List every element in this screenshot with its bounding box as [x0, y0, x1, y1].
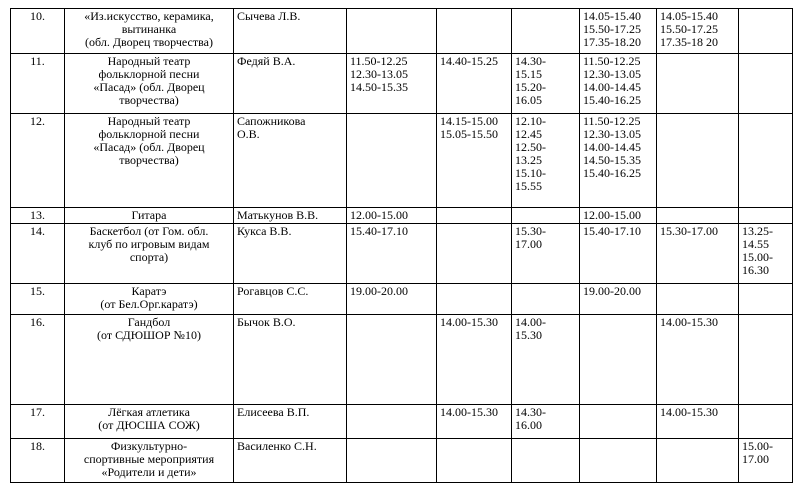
time-cell [512, 208, 580, 224]
time-cell [657, 54, 739, 114]
time-cell: 12.00-15.00 [347, 208, 437, 224]
time-cell [739, 208, 793, 224]
time-cell: 15.30-17.00 [657, 224, 739, 284]
table-row [11, 405, 793, 439]
time-cell [580, 315, 657, 405]
teacher-name: Бычок В.О. [234, 315, 347, 405]
time-cell [739, 54, 793, 114]
time-cell [347, 439, 437, 483]
activity-name: Лёгкая атлетика (от ДЮСША СОЖ) [65, 405, 234, 439]
time-cell: 13.25- 14.55 15.00- 16.30 [739, 224, 793, 284]
table-row [11, 114, 793, 208]
time-cell: 14.00- 15.30 [512, 315, 580, 405]
time-cell [437, 284, 512, 315]
time-cell: 19.00-20.00 [347, 284, 437, 315]
activity-name: Физкультурно- спортивные мероприятия «Родители и дети» [65, 439, 234, 483]
time-cell: 14.30- 16.00 [512, 405, 580, 439]
row-number: 12. [11, 114, 65, 208]
teacher-name: Кукса В.В. [234, 224, 347, 284]
time-cell: 14.05-15.40 15.50-17.25 17.35-18.20 [580, 9, 657, 54]
time-cell: 14.15-15.00 15.05-15.50 [437, 114, 512, 208]
time-cell: 14.40-15.25 [437, 54, 512, 114]
time-cell: 15.00- 17.00 [739, 439, 793, 483]
activity-name: Гитара [65, 208, 234, 224]
schedule-table [10, 8, 793, 483]
teacher-name: Сапожникова О.В. [234, 114, 347, 208]
teacher-name: Василенко С.Н. [234, 439, 347, 483]
activity-name: Народный театр фольклорной песни «Пасад» (обл. Дворец творчества) [65, 114, 234, 208]
time-cell [657, 114, 739, 208]
time-cell [512, 284, 580, 315]
time-cell: 12.10- 12.45 12.50- 13.25 15.10- 15.55 [512, 114, 580, 208]
table-row [11, 54, 793, 114]
row-number: 10. [11, 9, 65, 54]
time-cell [437, 208, 512, 224]
time-cell: 14.00-15.30 [657, 405, 739, 439]
time-cell [580, 439, 657, 483]
time-cell [580, 405, 657, 439]
time-cell [347, 315, 437, 405]
row-number: 13. [11, 208, 65, 224]
time-cell: 19.00-20.00 [580, 284, 657, 315]
time-cell: 11.50-12.25 12.30-13.05 14.50-15.35 [347, 54, 437, 114]
time-cell: 14.05-15.40 15.50-17.25 17.35-18 20 [657, 9, 739, 54]
time-cell [739, 114, 793, 208]
time-cell: 15.30- 17.00 [512, 224, 580, 284]
time-cell [437, 9, 512, 54]
time-cell [437, 224, 512, 284]
time-cell: 14.00-15.30 [437, 315, 512, 405]
activity-name: Баскетбол (от Гом. обл. клуб по игровым видам спорта) [65, 224, 234, 284]
teacher-name: Матькунов В.В. [234, 208, 347, 224]
time-cell [739, 9, 793, 54]
time-cell: 12.00-15.00 [580, 208, 657, 224]
teacher-name: Федяй В.А. [234, 54, 347, 114]
table-row [11, 315, 793, 405]
time-cell [739, 284, 793, 315]
time-cell [657, 284, 739, 315]
time-cell [739, 405, 793, 439]
row-number: 11. [11, 54, 65, 114]
time-cell [437, 439, 512, 483]
time-cell [657, 208, 739, 224]
teacher-name: Елисеева В.П. [234, 405, 347, 439]
table-row [11, 9, 793, 54]
schedule-body [11, 9, 793, 483]
time-cell [657, 439, 739, 483]
time-cell [347, 114, 437, 208]
row-number: 18. [11, 439, 65, 483]
row-number: 14. [11, 224, 65, 284]
time-cell [739, 315, 793, 405]
teacher-name: Рогавцов С.С. [234, 284, 347, 315]
time-cell: 11.50-12.25 12.30-13.05 14.00-14.45 14.50-15.35 15.40-16.25 [580, 114, 657, 208]
teacher-name: Сычева Л.В. [234, 9, 347, 54]
activity-name: «Из.искусство, керамика, вытинанка (обл. Дворец творчества) [65, 9, 234, 54]
time-cell: 14.00-15.30 [657, 315, 739, 405]
time-cell [512, 9, 580, 54]
time-cell: 11.50-12.25 12.30-13.05 14.00-14.45 15.40-16.25 [580, 54, 657, 114]
row-number: 17. [11, 405, 65, 439]
table-row [11, 284, 793, 315]
table-row [11, 208, 793, 224]
row-number: 16. [11, 315, 65, 405]
table-row [11, 224, 793, 284]
time-cell: 14.00-15.30 [437, 405, 512, 439]
row-number: 15. [11, 284, 65, 315]
time-cell [512, 439, 580, 483]
time-cell: 15.40-17.10 [347, 224, 437, 284]
time-cell: 15.40-17.10 [580, 224, 657, 284]
table-row [11, 439, 793, 483]
time-cell [347, 405, 437, 439]
time-cell: 14.30- 15.15 15.20- 16.05 [512, 54, 580, 114]
activity-name: Народный театр фольклорной песни «Пасад» (обл. Дворец творчества) [65, 54, 234, 114]
activity-name: Гандбол (от СДЮШОР №10) [65, 315, 234, 405]
time-cell [347, 9, 437, 54]
activity-name: Каратэ (от Бел.Орг.каратэ) [65, 284, 234, 315]
